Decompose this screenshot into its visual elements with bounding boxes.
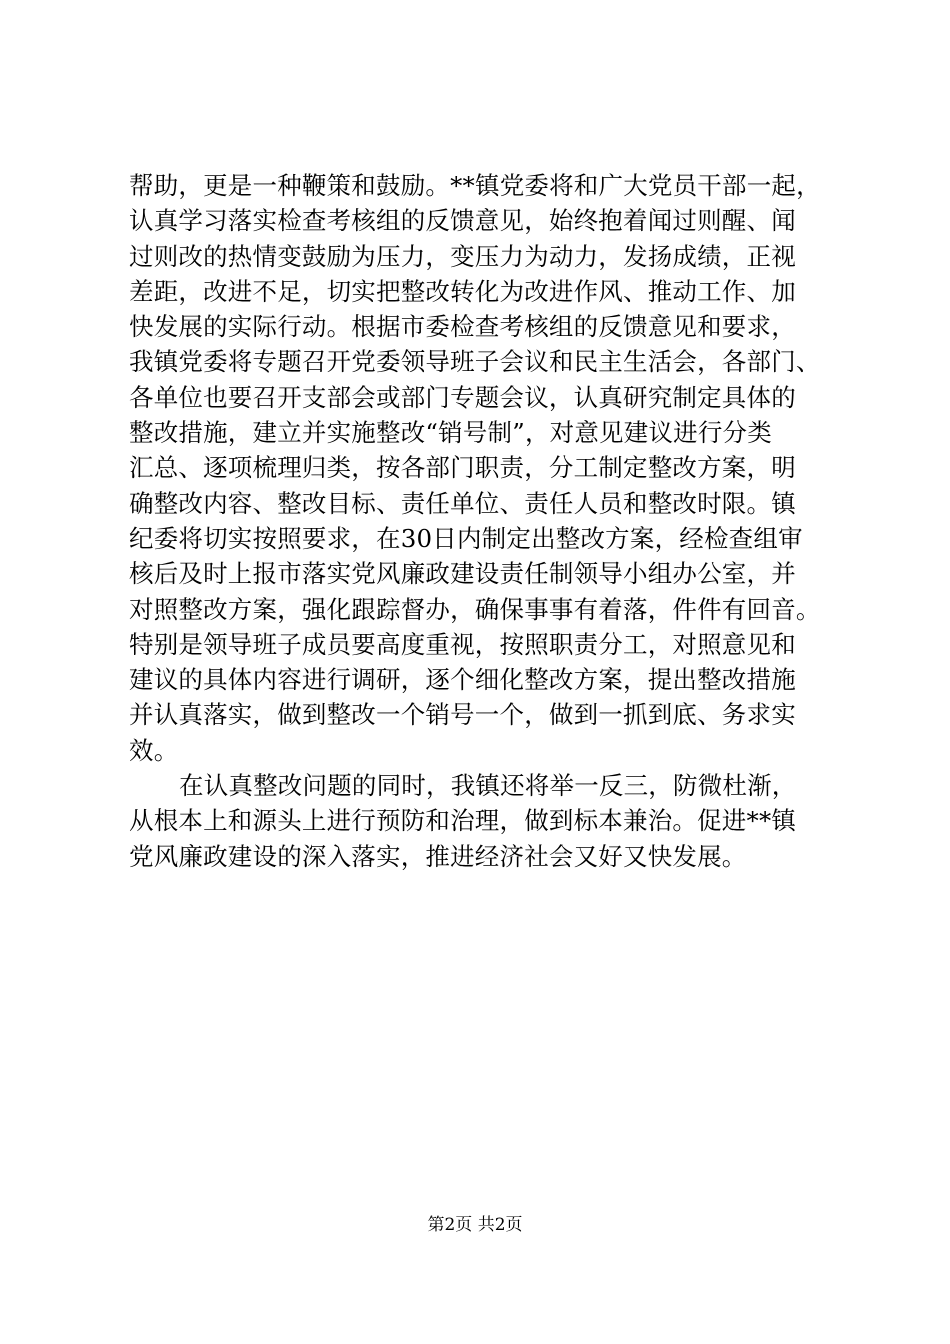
text-line: 差距，改进不足，切实把整改转化为改进作风、推动工作、加: [129, 276, 796, 306]
text-line: 快发展的实际行动。根据市委检查考核组的反馈意见和要求，: [129, 312, 796, 342]
text-line: 党风廉政建设的深入落实，推进经济社会又好又快发展。: [129, 841, 747, 871]
paragraph-start-line: 在认真整改问题的同时，我镇还将举一反三，防微杜渐，: [179, 771, 797, 801]
text-line: 过则改的热情变鼓励为压力，变压力为动力，发扬成绩，正视: [129, 241, 796, 271]
text-line: 汇总、逐项梳理归类，按各部门职责，分工制定整改方案，明: [129, 453, 796, 483]
text-line: 对照整改方案，强化跟踪督办，确保事事有着落，件件有回音。: [129, 594, 821, 624]
text-line: 并认真落实，做到整改一个销号一个，做到一抓到底、务求实: [129, 700, 796, 730]
text-line: 特别是领导班子成员要高度重视，按照职责分工，对照意见和: [129, 629, 796, 659]
text-line: 建议的具体内容进行调研，逐个细化整改方案，提出整改措施: [129, 665, 796, 695]
document-body: [129, 168, 849, 874]
text-line: 确整改内容、整改目标、责任单位、责任人员和整改时限。镇: [129, 488, 796, 518]
text-line: 各单位也要召开支部会或部门专题会议，认真研究制定具体的: [129, 382, 796, 412]
text-line: 纪委将切实按照要求，在30日内制定出整改方案，经检查组审: [129, 523, 803, 553]
page-number-footer: 第2页 共2页: [427, 1215, 523, 1235]
text-line: 核后及时上报市落实党风廉政建设责任制领导小组办公室，并: [129, 559, 796, 589]
text-line: 我镇党委将专题召开党委领导班子会议和民主生活会，各部门、: [129, 347, 821, 377]
text-line: 整改措施，建立并实施整改“销号制”，对意见建议进行分类: [129, 418, 772, 448]
text-line: 从根本上和源头上进行预防和治理，做到标本兼治。促进**镇: [129, 806, 797, 836]
text-line: 认真学习落实检查考核组的反馈意见，始终抱着闻过则醒、闻: [129, 206, 796, 236]
text-line: 帮助，更是一种鞭策和鼓励。**镇党委将和广大党员干部一起，: [129, 171, 821, 200]
text-line: 效。: [129, 735, 179, 765]
